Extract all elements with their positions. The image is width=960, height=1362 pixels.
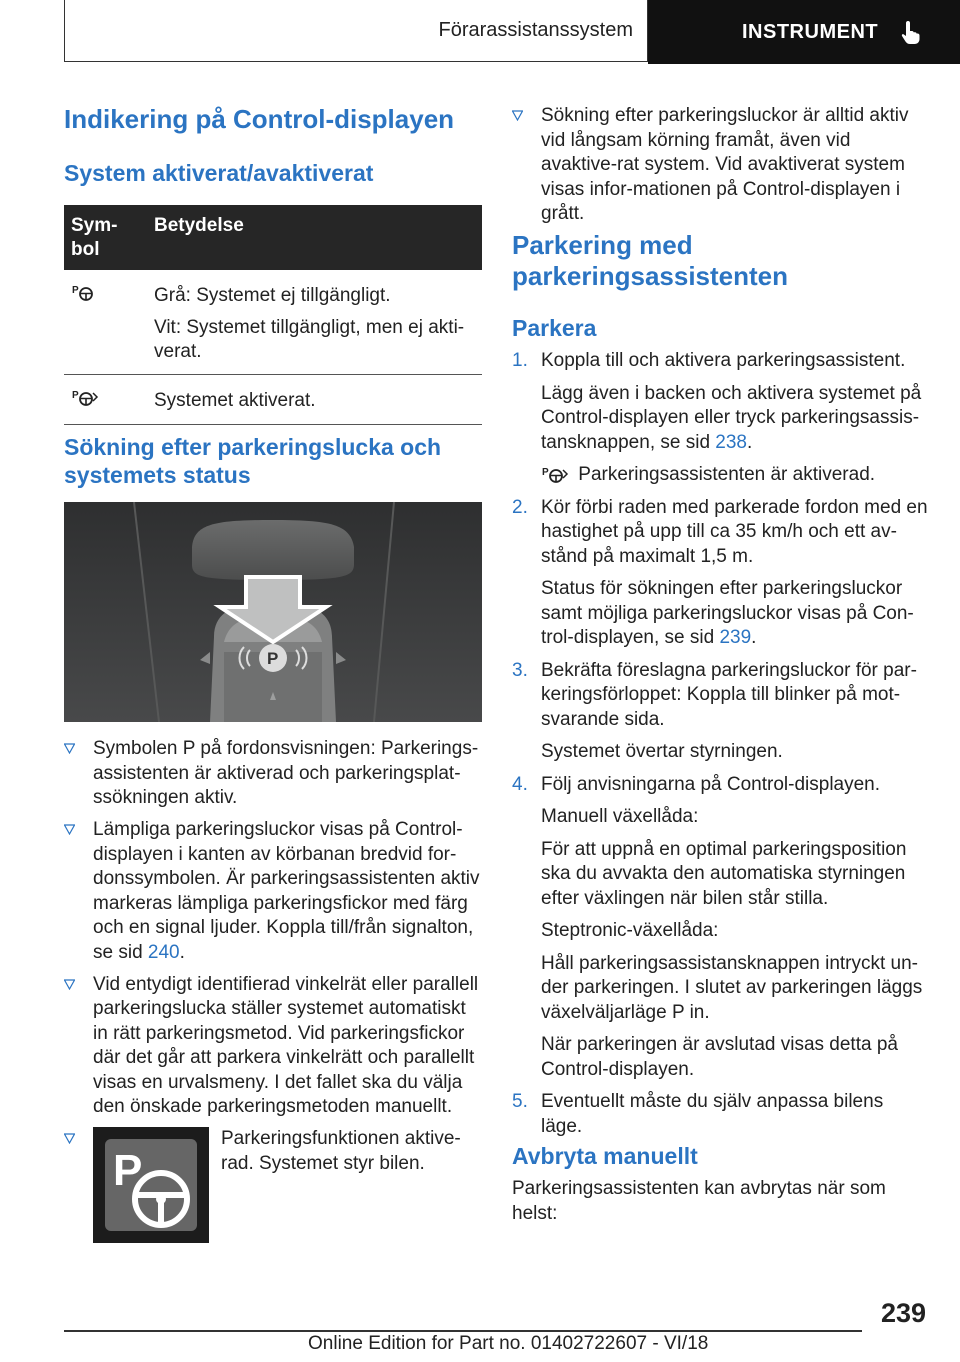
step-number: 3. [512, 659, 528, 681]
parking-assistant-gray-icon [71, 284, 95, 302]
step-text: Bekräfta föreslagna parkeringsluckor för par-keringsförloppet: Koppla till blinker på mot-svarande sida. [541, 659, 917, 730]
row-text: Grå: Systemet ej tillgängligt. [154, 285, 391, 306]
list-item [512, 104, 928, 227]
list-item [64, 737, 484, 811]
step-number: 4. [512, 773, 528, 795]
bullet-text: Lämpliga parkeringsluckor visas på Control-displayen i kanten av körbanan bredvid for-donssymbolen. Är parkeringsassistenten aktiv markeras lämpliga parkeringsfickor med färg och en signal ljuder. Koppla till/från signalton, se sid [93, 819, 480, 963]
heading-control-display: Indikering på Control-displayen [64, 104, 455, 134]
step-item [512, 349, 928, 488]
list-item [64, 973, 484, 1120]
bullet-text: Parkeringsfunktionen aktive-rad. Systemet styr bilen. [221, 1128, 461, 1174]
heading-system-status: System aktiverat/avaktiverat [64, 160, 374, 186]
footer-divider [64, 1330, 862, 1332]
step-text: För att uppnå en optimal parkeringsposition ska du avvakta den automatiska styrningen efter växlingen när bilen står stilla. [541, 838, 907, 909]
triangle-bullet-icon [64, 743, 75, 754]
step-item [512, 773, 928, 1083]
step-text: Eventuellt måste du själv anpassa bilens läge. [541, 1091, 884, 1137]
step-text: Lägg även i backen och aktivera systemet på Control-displayen eller tryck parkeringsassis-tansknappen, se sid [541, 382, 922, 453]
step-item [512, 496, 928, 651]
triangle-bullet-icon [64, 979, 75, 990]
step-item [512, 1090, 928, 1139]
step-text: Status för sökningen efter parkeringsluckor samt möjliga parkeringsluckor visas på Con-trol-displayen, se sid [541, 578, 914, 648]
parking-assistant-active-icon [71, 389, 99, 407]
bullet-text: Symbolen P på fordonsvisningen: Parkerings-assistenten är aktiverad och parkeringsplat-ssökningen aktiv. [93, 738, 479, 808]
svg-text:P: P [542, 466, 549, 478]
step-text: När parkeringen är avslutad visas detta på Control-displayen. [541, 1034, 898, 1080]
svg-text:P: P [72, 390, 79, 401]
pointing-hand-icon [900, 19, 922, 45]
svg-text:P: P [267, 649, 279, 668]
table-row [64, 375, 482, 425]
top-bullet-list [512, 104, 928, 234]
step-item [512, 659, 928, 765]
step-text: Steptronic-växellåda: [541, 920, 719, 941]
heading-search-status: Sökning efter parkeringslucka och systemets status [64, 434, 442, 488]
step-text: Manuell växellåda: [541, 806, 699, 827]
parking-assistant-active-icon [541, 465, 569, 485]
row-text: Vit: Systemet tillgängligt, men ej akti- verat. [154, 317, 465, 362]
symbol-table [64, 205, 482, 425]
edition-text: Online Edition for Part no. 01402722607 - VI/18 [308, 1333, 709, 1354]
table-header-meaning: Betydelse [147, 205, 482, 270]
page-number: 239 [880, 1298, 926, 1328]
table-row [64, 270, 482, 375]
step-text: Håll parkeringsassistansknappen intryckt un-der parkeringen. I slutet av parkeringen läggs växelväljarläge P in. [541, 952, 923, 1023]
page-ref-link[interactable]: 240 [147, 941, 180, 963]
step-number: 2. [512, 496, 528, 518]
triangle-bullet-icon [512, 110, 523, 121]
search-bullet-list [64, 737, 484, 1255]
chapter-tab [648, 0, 960, 64]
triangle-bullet-icon [64, 1133, 75, 1144]
step-text: Systemet övertar styrningen. [541, 741, 783, 762]
parking-steering-wheel-icon [93, 1127, 209, 1243]
step-text: Koppla till och aktivera parkeringsassistent. [541, 350, 906, 371]
step-text: Kör förbi raden med parkerade fordon med en hastighet på upp till ca 35 km/h och ett av-stånd på maximalt 1,5 m. [541, 496, 928, 567]
punctuation: . [751, 627, 757, 648]
table-header-symbol: Sym- bol [64, 205, 147, 270]
parking-steps-list [512, 349, 928, 1147]
heading-cancel-manually: Avbryta manuellt [512, 1143, 698, 1169]
list-item [64, 818, 484, 965]
step-number: 5. [512, 1091, 528, 1112]
bullet-text: Vid entydigt identifierad vinkelrät eller parallell parkeringslucka ställer systemet automatiskt in rätt parkeringsmetod. Vid parkeringsfickor där det går att parkera vinkelrätt och parallellt visas en urvalsmeny. I det fallet ska du välja den önskade parkeringsmetoden manuellt. [93, 973, 479, 1117]
page-header [64, 0, 960, 66]
svg-text:P: P [113, 1146, 143, 1195]
section-title: Förarassistanssystem [64, 0, 648, 62]
step-number: 1. [512, 350, 528, 371]
step-text: Parkeringsassistenten är aktiverad. [578, 464, 876, 485]
list-item [64, 1127, 484, 1247]
vehicle-display-image [64, 502, 482, 722]
page-ref-link[interactable]: 238 [715, 431, 747, 453]
heading-parking-assistant: Parkering med parkeringsassistenten [512, 230, 789, 291]
chapter-title: INSTRUMENT [742, 20, 879, 43]
heading-park: Parkera [512, 315, 597, 341]
triangle-bullet-icon [64, 824, 75, 835]
bullet-text: Sökning efter parkeringsluckor är alltid aktiv vid långsam körning framåt, även vid avaktive-rat system. Vid avaktiverat system visas infor-mationen på Control-displayen i grått. [541, 105, 909, 224]
punctuation: . [747, 431, 753, 453]
step-text: Följ anvisningarna på Control-displayen. [541, 773, 881, 795]
row-text: Systemet aktiverat. [154, 390, 316, 411]
cancel-text: Parkeringsassistenten kan avbrytas när som helst: [512, 1178, 886, 1224]
svg-text:P: P [72, 285, 79, 296]
page-ref-link[interactable]: 239 [719, 627, 752, 648]
punctuation: . [179, 941, 185, 963]
